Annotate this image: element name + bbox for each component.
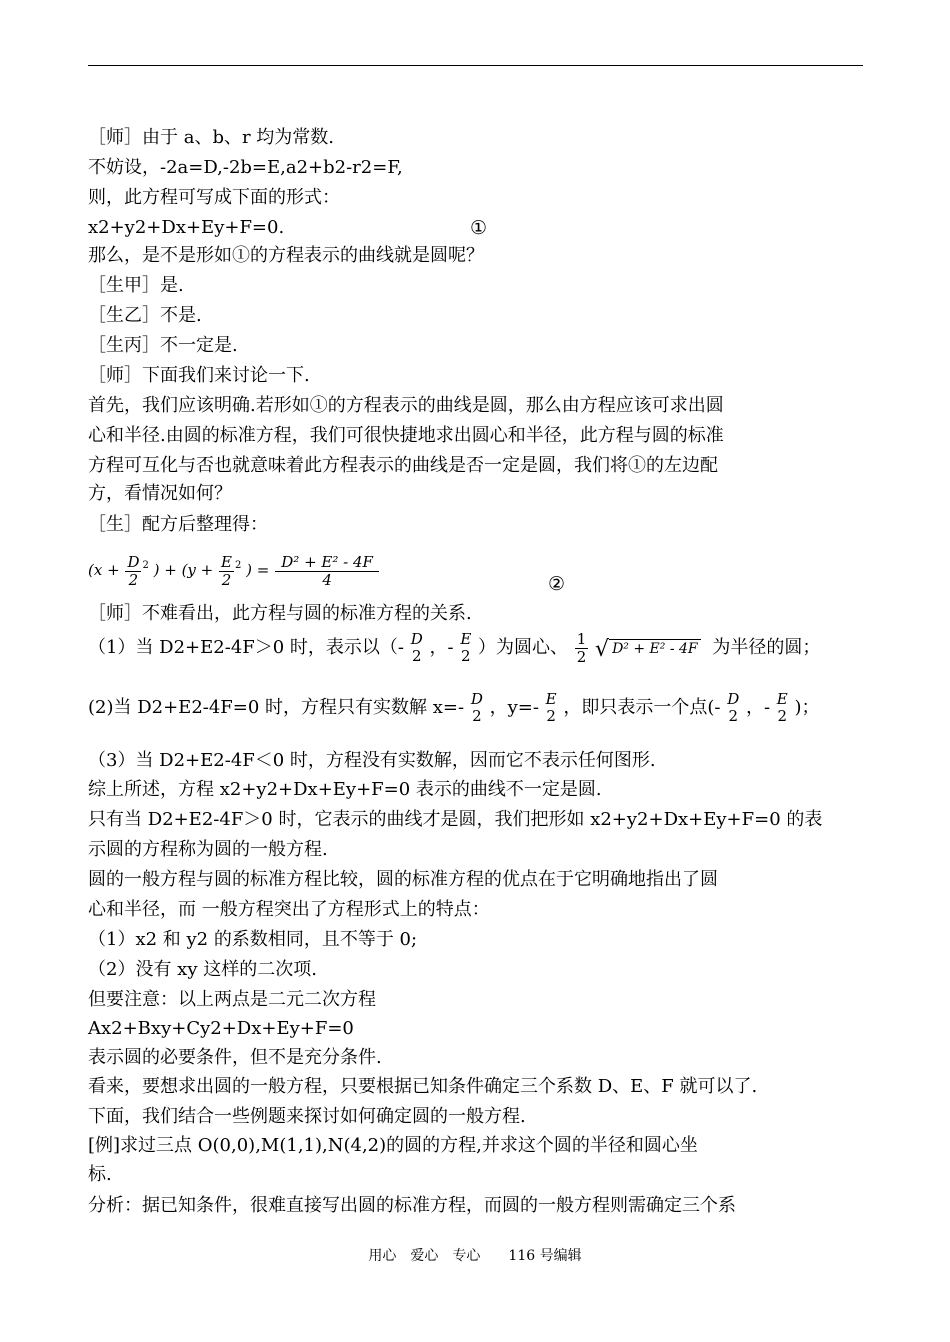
text-line: ［师］由于 a、b、r 均为常数. <box>88 127 335 148</box>
fraction-D-over-2: D 2 <box>470 690 483 725</box>
text-line: （1）x2 和 y2 的系数相同，且不等于 0; <box>88 929 418 950</box>
fraction-D-over-2: D 2 <box>410 630 423 665</box>
text-line: ［师］不难看出，此方程与圆的标准方程的关系. <box>88 603 472 624</box>
text-line: 下面，我们结合一些例题来探讨如何确定圆的一般方程. <box>88 1106 526 1127</box>
text-line: 不妨设，-2a=D,-2b=E,a2+b2-r2=F, <box>88 157 403 178</box>
fraction-E-over-2: E 2 <box>460 630 472 665</box>
text-line: [例]求过三点 O(0,0),M(1,1),N(4,2)的圆的方程,并求这个圆的半径和圆心坐 <box>88 1135 698 1156</box>
text-line: ［生］配方后整理得： <box>88 514 268 535</box>
text-line: 圆的一般方程与圆的标准方程比较，圆的标准方程的优点在于它明确地指出了圆 <box>88 869 718 890</box>
fraction-E-over-2: $\frac{E}{2}$ <box>221 552 232 589</box>
text-line: ［生丙］不一定是. <box>88 335 238 356</box>
formula-2: (x + $\frac{D}{2}$ $^2$ ) + (y + $\frac{E}{2}$ $^2$ ) = $\frac{\text{D² + E² - 4F}}{4}$ <box>88 546 380 590</box>
text-line: Ax2+Bxy+Cy2+Dx+Ey+F=0 <box>88 1018 354 1039</box>
text-line: 标. <box>88 1164 112 1185</box>
page-footer: 用心 爱心 专心 116 号编辑 <box>368 1248 582 1264</box>
text-line: 分析：据已知条件，很难直接写出圆的标准方程，而圆的一般方程则需确定三个系 <box>88 1195 736 1216</box>
text-line: 综上所述，方程 x2+y2+Dx+Ey+F=0 表示的曲线不一定是圆. <box>88 779 602 800</box>
text-line: 那么，是不是形如①的方程表示的曲线就是圆呢？ <box>88 245 484 266</box>
case-2: (2)当 D2+E2-4F=0 时，方程只有实数解 x=- D 2 ，y=- E 2 ，即只表示一个点(- D 2 ，- E 2 )； <box>88 690 820 725</box>
text-line: 首先，我们应该明确.若形如①的方程表示的曲线是圆，那么由方程应该可求出圆 <box>88 395 724 416</box>
formula-open-x: (x + <box>88 561 120 579</box>
formula-plus-y: ) + (y + <box>153 561 214 579</box>
fraction-D-over-2: $\frac{D}{2}$ <box>127 552 140 589</box>
text-line: 只有当 D2+E2-4F＞0 时，它表示的曲线才是圆，我们把形如 x2+y2+Dx+Ey+F=0 的表 <box>88 809 823 830</box>
fraction-E-over-2: E 2 <box>545 690 557 725</box>
fraction-D-over-2: D 2 <box>727 690 740 725</box>
text-line: 方，看情况如何？ <box>88 483 232 504</box>
header-rule <box>88 65 863 66</box>
text-line: 心和半径.由圆的标准方程，我们可很快捷地求出圆心和半径，此方程与圆的标准 <box>88 425 724 446</box>
formula-equals: ) = <box>246 561 270 579</box>
text-line: 但要注意：以上两点是二元二次方程 <box>88 989 376 1010</box>
text-line: 表示圆的必要条件，但不是充分条件. <box>88 1047 382 1068</box>
text-line: 心和半径，而 一般方程突出了方程形式上的特点： <box>88 899 490 920</box>
sqrt-sign-icon: √ <box>595 637 610 662</box>
fraction-one-half: $\frac{1}{2}$ <box>576 629 587 666</box>
radicand: D² + E² - 4F <box>609 639 701 658</box>
text-line: ［师］下面我们来讨论一下. <box>88 365 310 386</box>
fraction-E-over-2: E 2 <box>776 690 788 725</box>
equation-number-1: ① <box>470 217 488 239</box>
case-1: （1）当 D2+E2-4F＞0 时，表示以（- D 2 ，- E 2 ）为圆心、 $\frac{1}{2}$ √ D² + E² - 4F 为半径的圆； <box>88 629 821 666</box>
text-line: 方程可互化与否也就意味着此方程表示的曲线是否一定是圆，我们将①的左边配 <box>88 455 718 476</box>
text-line: 看来，要想求出圆的一般方程，只要根据已知条件确定三个系数 D、E、F 就可以了. <box>88 1076 758 1097</box>
text-line: （3）当 D2+E2-4F＜0 时，方程没有实数解，因而它不表示任何图形. <box>88 750 656 771</box>
text-line: ［生乙］不是. <box>88 305 202 326</box>
text-line: （2）没有 xy 这样的二次项. <box>88 959 317 980</box>
equation-number-2: ② <box>548 573 566 595</box>
text-line: 则，此方程可写成下面的形式： <box>88 187 340 208</box>
fraction-rhs: $\frac{\text{D² + E² - 4F}}{4}$ <box>275 554 379 589</box>
text-line: ［生甲］是. <box>88 275 184 296</box>
equation-1: x2+y2+Dx+Ey+F=0. <box>88 217 285 238</box>
text-line: 示圆的方程称为圆的一般方程. <box>88 839 328 860</box>
